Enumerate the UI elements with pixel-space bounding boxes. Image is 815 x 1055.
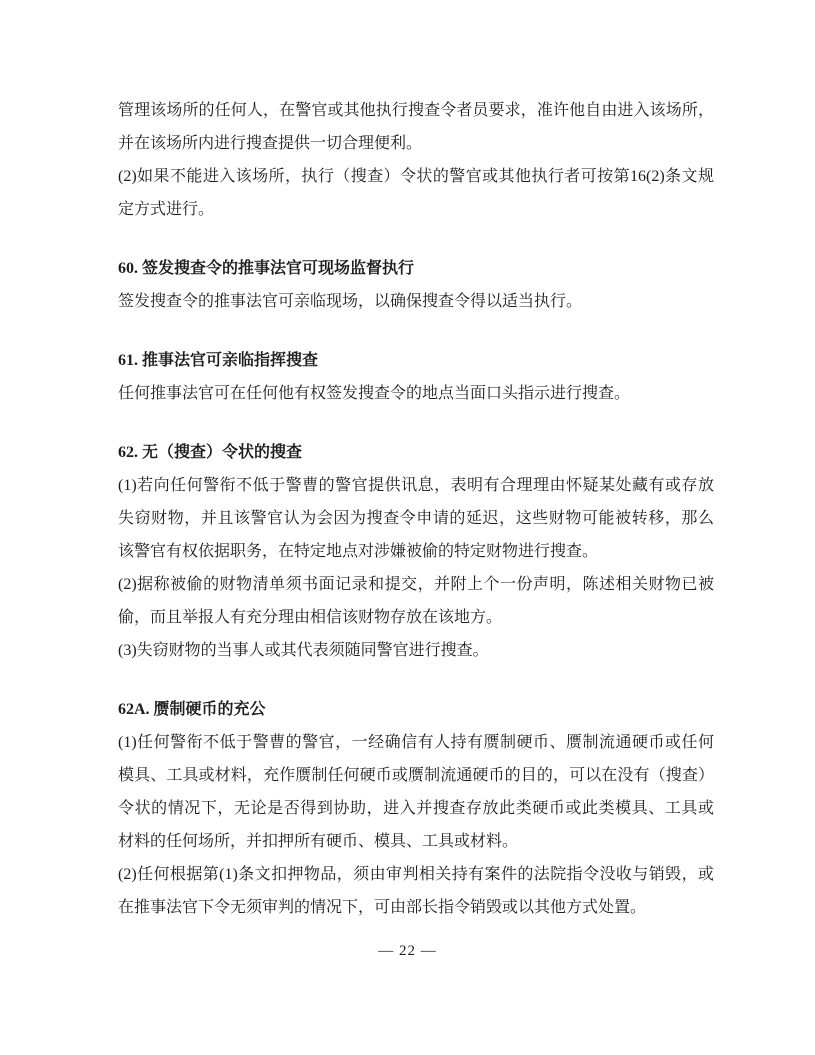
section-paragraph — [118, 634, 714, 667]
text-line: (1)任何警衔不低于警曹的警官，一经确信有人持有赝制硬币、赝制流通硬币或任何 — [118, 734, 714, 751]
section-paragraph — [118, 377, 714, 410]
section-62A — [118, 693, 714, 924]
section-paragraph — [118, 568, 714, 634]
section-heading: 60. 签发搜查令的推事法官可现场监督执行 — [118, 260, 415, 277]
text-line: 令状的情况下，无论是否得到协助，进入并搜查存放此类硬币或此类模具、工具或 — [118, 800, 714, 817]
text-line: (2)如果不能进入该场所，执行（搜查）令状的警官或其他执行者可按第16(2)条文规 — [118, 168, 714, 185]
section-62 — [118, 436, 714, 667]
section-60 — [118, 252, 714, 318]
text-line: 任何推事法官可在任何他有权签发搜查令的地点当面口头指示进行搜查。 — [118, 385, 631, 402]
paragraph-continuation — [118, 94, 714, 226]
text-line: (1)若向任何警衔不低于警曹的警官提供讯息，表明有合理理由怀疑某处藏有或存放 — [118, 477, 714, 494]
section-paragraph — [118, 285, 714, 318]
text-line: (3)失窃财物的当事人或其代表须随同警官进行搜查。 — [118, 642, 489, 659]
text-line: 该警官有权依据职务，在特定地点对涉嫌被偷的特定财物进行搜查。 — [118, 543, 599, 560]
text-line: (2)据称被偷的财物清单须书面记录和提交，并附上个一份声明，陈述相关财物已被 — [118, 576, 714, 593]
text-line: 在推事法官下令无须审判的情况下，可由部长指令销毁或以其他方式处置。 — [118, 899, 647, 916]
text-line: (2)任何根据第(1)条文扣押物品，须由审判相关持有案件的法院指令没收与销毁，或 — [118, 866, 714, 883]
text-line: 并在该场所内进行搜查提供一切合理便利。 — [118, 135, 423, 152]
section-61 — [118, 344, 714, 410]
section-paragraph — [118, 858, 714, 924]
page-number: — 22 — — [378, 943, 437, 959]
text-line: 模具、工具或材料，充作赝制任何硬币或赝制流通硬币的目的，可以在没有（搜查） — [118, 767, 714, 784]
page-content — [118, 94, 714, 924]
text-line: 定方式进行。 — [118, 201, 215, 218]
text-line: 偷，而且举报人有充分理由相信该财物存放在该地方。 — [118, 609, 503, 626]
section-heading: 62A. 赝制硬币的充公 — [118, 701, 266, 718]
section-heading: 61. 推事法官可亲临指挥搜查 — [118, 352, 319, 369]
text-line: 签发搜查令的推事法官可亲临现场，以确保搜查令得以适当执行。 — [118, 293, 583, 310]
text-line: 失窃财物，并且该警官认为会因为搜查令申请的延迟，这些财物可能被转移，那么 — [118, 510, 714, 527]
text-line: 材料的任何场所，并扣押所有硬币、模具、工具或材料。 — [118, 833, 519, 850]
section-heading: 62. 无（搜查）令状的搜查 — [118, 444, 303, 461]
section-paragraph — [118, 726, 714, 858]
section-paragraph — [118, 469, 714, 568]
text-line: 管理该场所的任何人，在警官或其他执行搜查令者员要求，准许他自由进入该场所， — [118, 102, 714, 119]
